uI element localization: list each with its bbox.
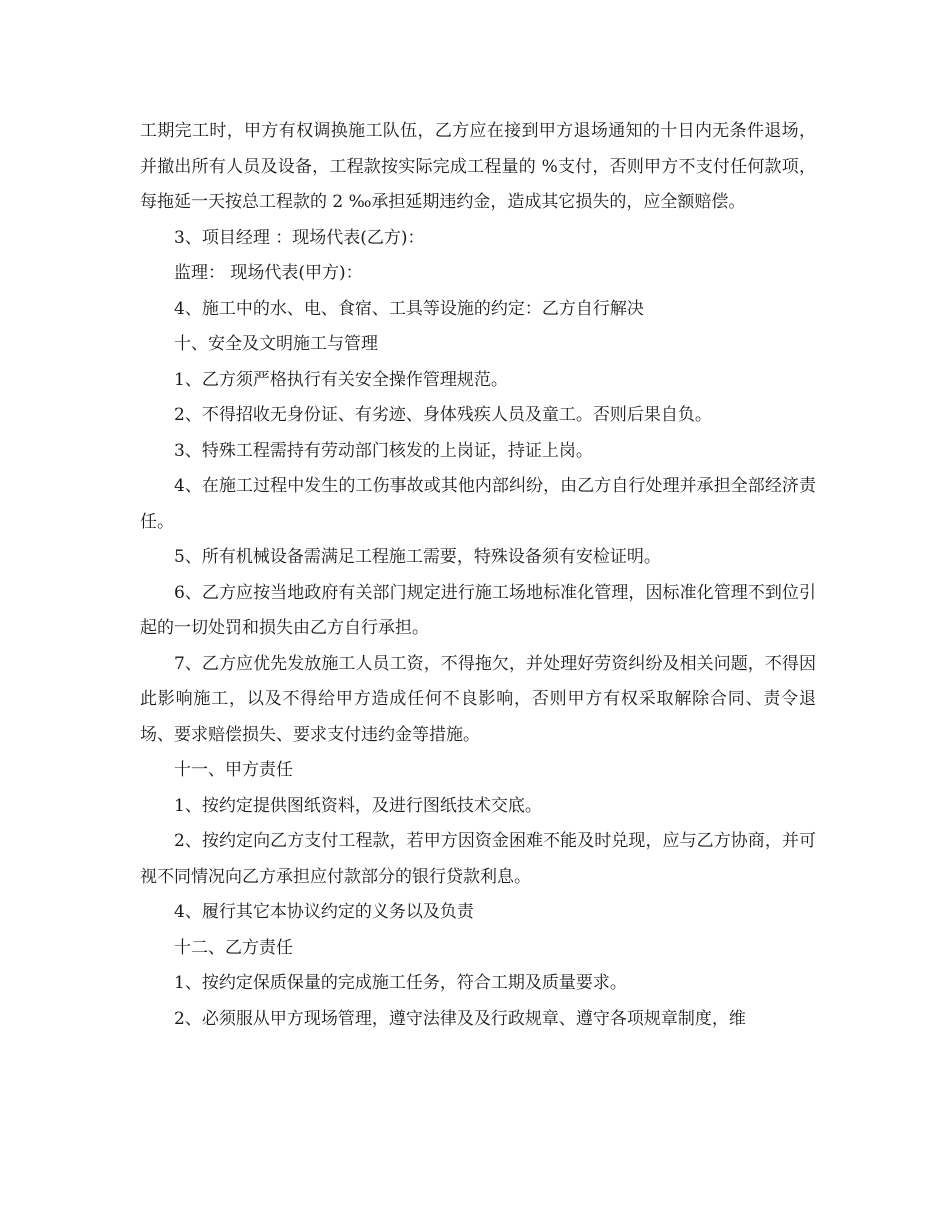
paragraph-safety-6: 6、乙方应按当地政府有关部门规定进行施工场地标准化管理，因标准化管理不到位引起的一切处罚和损失由乙方自行承担。	[140, 582, 816, 638]
paragraph-continuation: 工期完工时，甲方有权调换施工队伍，乙方应在接到甲方退场通知的十日内无条件退场，并撤出所有人员及设备，工程款按实际完成工程量的 %支付，否则甲方不支付任何款项，每拖延一天按总工程款的 2 ‰承担延期违约金，造成其它损失的，应全额赔偿。	[140, 121, 816, 212]
document-body	[140, 114, 816, 1037]
section-heading-party-b: 十二、乙方责任	[174, 937, 293, 958]
paragraph-supervisor: 监理： 现场代表(甲方)：	[174, 263, 363, 283]
section-heading-safety: 十、安全及文明施工与管理	[174, 334, 378, 354]
paragraph-safety-7: 7、乙方应优先发放施工人员工资，不得拖欠，并处理好劳资纠纷及相关问题，不得因此影响施工，以及不得给甲方造成任何不良影响，否则甲方有权采取解除合同、责令退场、要求赔偿损失、要求支付违约金等措施。	[140, 653, 816, 745]
paragraph-party-b-1: 1、按约定保质保量的完成施工任务，符合工期及质量要求。	[174, 973, 627, 993]
paragraph-safety-2: 2、不得招收无身份证、有劣迹、身体残疾人员及童工。否则后果自负。	[174, 405, 712, 425]
paragraph-party-b-2: 2、必须服从甲方现场管理，遵守法律及及行政规章、遵守各项规章制度，维	[174, 1008, 746, 1029]
paragraph-safety-4: 4、在施工过程中发生的工伤事故或其他内部纠纷，由乙方自行处理并承担全部经济责任。	[140, 476, 816, 532]
section-heading-party-a: 十一、甲方责任	[174, 760, 293, 780]
paragraph-party-a-2: 2、按约定向乙方支付工程款，若甲方因资金困难不能及时兑现，应与乙方协商，并可视不同情况向乙方承担应付款部分的银行贷款利息。	[140, 831, 816, 887]
paragraph-party-a-4: 4、履行其它本协议约定的义务以及负责	[174, 902, 474, 922]
paragraph-safety-5: 5、所有机械设备需满足工程施工需要，特殊设备须有安检证明。	[174, 547, 661, 567]
paragraph-safety-3: 3、特殊工程需持有劳动部门核发的上岗证，持证上岗。	[174, 440, 593, 461]
paragraph-party-a-1: 1、按约定提供图纸资料，及进行图纸技术交底。	[174, 795, 542, 816]
paragraph-facilities: 4、施工中的水、电、食宿、工具等设施的约定：乙方自行解决	[174, 298, 644, 319]
paragraph-project-manager: 3、项目经理 ：现场代表(乙方)：	[174, 227, 425, 248]
paragraph-safety-1: 1、乙方须严格执行有关安全操作管理规范。	[174, 369, 508, 390]
